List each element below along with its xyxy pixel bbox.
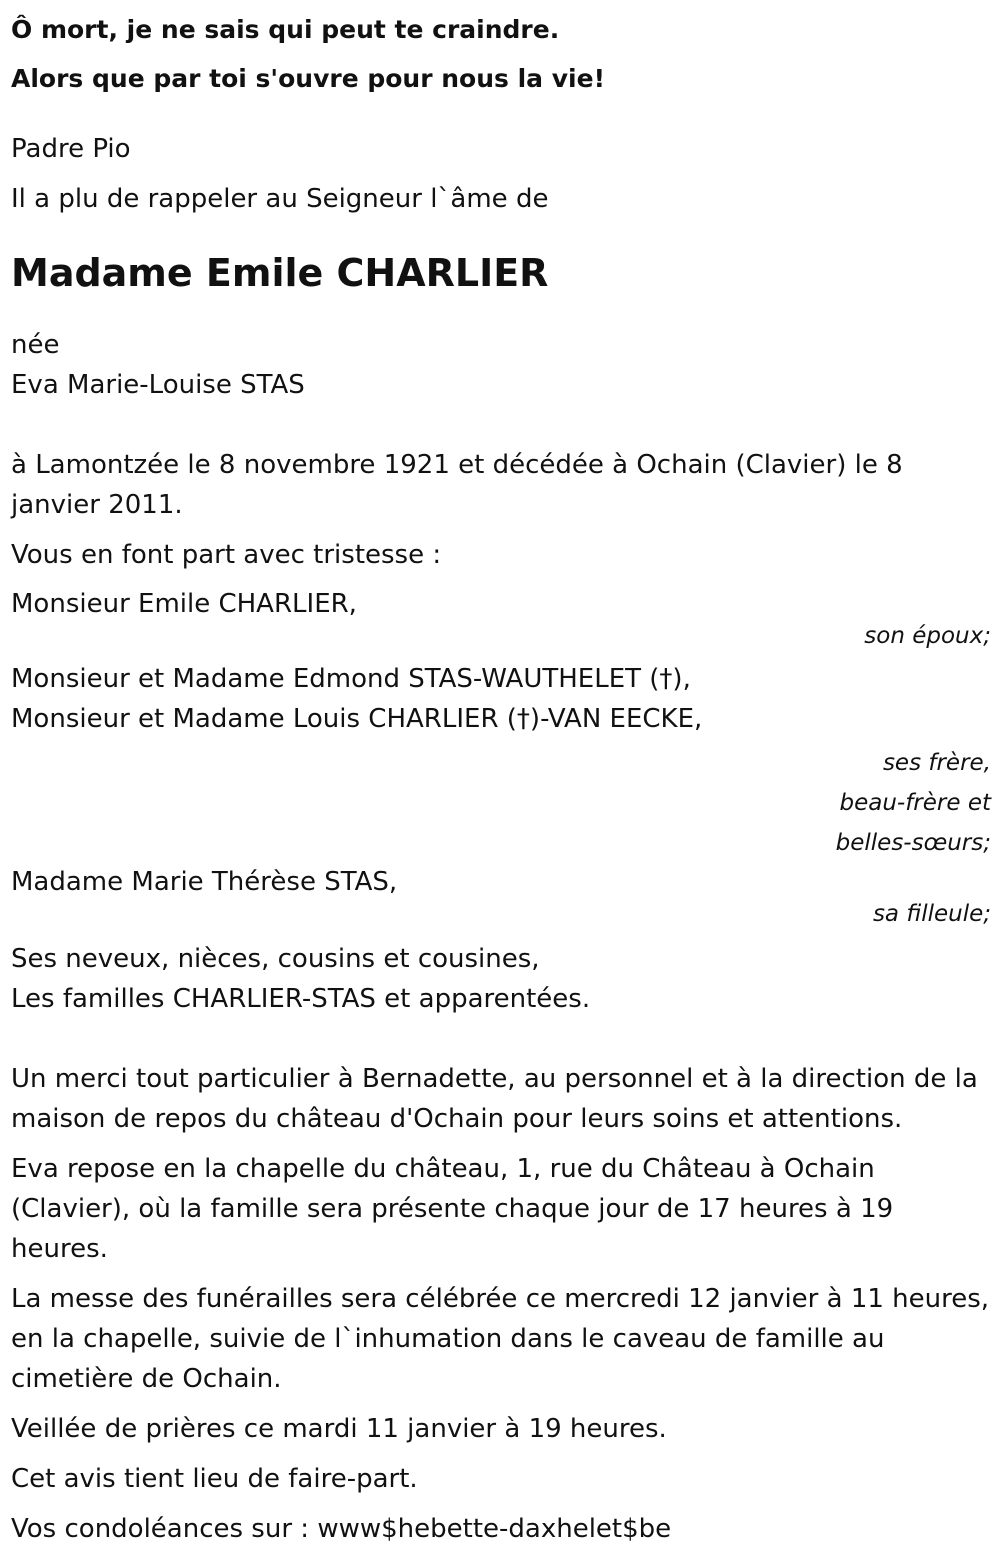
family-group-1 <box>11 585 991 649</box>
repose-text: Eva repose en la chapelle du château, 1, rue du Château à Ochain (Clavier), où la famille sera présente chaque jour de 17 heures à 19 heures. <box>11 1154 894 1264</box>
others-line: Les familles CHARLIER-STAS et apparentées. <box>11 984 591 1014</box>
family-name-line: Madame Marie Thérèse STAS, <box>11 867 398 897</box>
thanks-text: Un merci tout particulier à Bernadette, au personnel et à la direction de la maison de repos du château d'Ochain pour leurs soins et attentions. <box>11 1064 978 1134</box>
family-name-line: Monsieur Emile CHARLIER, <box>11 589 357 619</box>
others-line: Ses neveux, nièces, cousins et cousines, <box>11 944 540 974</box>
others-block <box>11 939 991 1019</box>
intro-text: Il a plu de rappeler au Seigneur l`âme de <box>11 184 549 214</box>
maiden-name: Eva Marie-Louise STAS <box>11 370 305 400</box>
birth-death-text: à Lamontzée le 8 novembre 1921 et décédée à Ochain (Clavier) le 8 janvier 2011. <box>11 450 903 520</box>
family-relation: sa filleule; <box>872 901 991 927</box>
nee-label: née <box>11 330 60 360</box>
family-relation: son époux; <box>864 623 991 649</box>
family-relation: belles-sœurs; <box>835 830 991 856</box>
condolences-text: Vos condoléances sur : www$hebette-daxhelet$be <box>11 1514 672 1544</box>
deceased-name: Madame Emile CHARLIER <box>11 251 549 295</box>
family-name-line: Monsieur et Madame Louis CHARLIER (†)-VAN EECKE, <box>11 704 703 734</box>
family-group-3 <box>11 863 991 927</box>
funeral-text: La messe des funérailles sera célébrée ce mercredi 12 janvier à 11 heures, en la chapelle, suivie de l`inhumation dans le caveau de famille au cimetière de Ochain. <box>11 1284 990 1394</box>
family-name-line: Monsieur et Madame Edmond STAS-WAUTHELET (†), <box>11 664 691 694</box>
family-relation: beau-frère et <box>839 790 991 816</box>
notice-text: Cet avis tient lieu de faire-part. <box>11 1464 418 1494</box>
verse-line-2: Alors que par toi s'ouvre pour nous la vie! <box>11 64 605 93</box>
family-relation: ses frère, <box>882 750 991 776</box>
announce-text: Vous en font part avec tristesse : <box>11 540 442 570</box>
verse-line-1: Ô mort, je ne sais qui peut te craindre. <box>11 15 560 44</box>
family-group-2 <box>11 659 991 863</box>
obituary-notice <box>11 5 991 1549</box>
vigil-text: Veillée de prières ce mardi 11 janvier à 19 heures. <box>11 1414 667 1444</box>
quote-author: Padre Pio <box>11 134 131 164</box>
